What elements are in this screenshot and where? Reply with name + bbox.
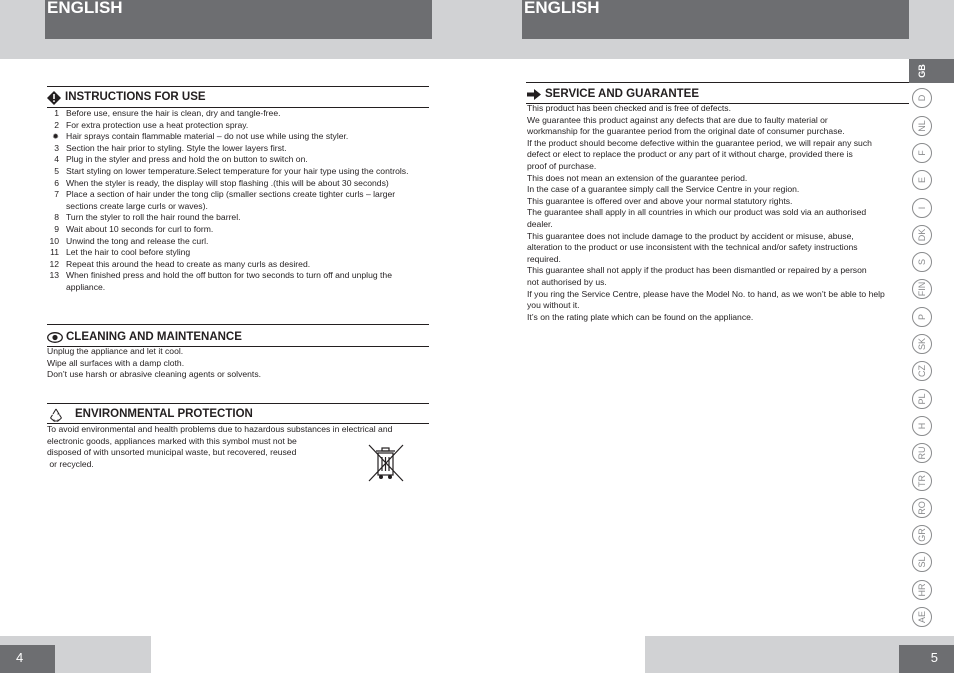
language-tab-label: F [917, 150, 927, 156]
instruction-text: When the styler is ready, the display will stop flashing .(this will be about 30 seconds) [66, 177, 389, 188]
instruction-text: When finished press and hold the off button for two seconds to turn off and unplug the appliance. [66, 270, 392, 292]
instruction-text: Start styling on lower temperature.Select temperature for your hair type using the controls. [66, 165, 409, 176]
service-line: This product has been checked and is free of defects. [527, 103, 731, 113]
instruction-text: Repeat this around the head to create as many curls as desired. [66, 258, 311, 269]
service-line: This guarantee is offered over and above your normal statutory rights. [527, 195, 793, 206]
service-top-rule [526, 82, 909, 83]
language-tab-label: I [917, 206, 927, 209]
language-tab-i[interactable] [912, 198, 932, 218]
service-line: The guarantee shall apply in all countries in which our product was sold via an authorised [527, 207, 867, 218]
left-page-header [45, 0, 432, 39]
instruction-text: Turn the styler to roll the hair round the barrel. [66, 212, 241, 223]
language-tab-label: NL [917, 119, 927, 132]
environment-line: or recycled. [47, 458, 94, 469]
instruction-number: 3 [54, 142, 59, 153]
language-tab-label: RU [917, 446, 927, 460]
instruction-item [47, 236, 429, 248]
instruction-item [47, 270, 429, 293]
arrow-right-icon [527, 89, 541, 100]
service-line: In the case of a guarantee simply call the Service Centre in your region. [527, 184, 800, 195]
eye-icon [47, 332, 63, 343]
language-tab-sk[interactable] [912, 334, 932, 354]
language-tab-dk[interactable] [912, 225, 932, 245]
cleaning-line: Wipe all surfaces with a damp cloth. [47, 357, 185, 368]
service-line: It’s on the rating plate which can be found on the appliance. [527, 311, 754, 322]
flame-warning-icon: ✹ [52, 132, 59, 142]
service-line: This guarantee shall not apply if the product has been dismantled or repaired by a person [527, 265, 867, 276]
language-tab-label: S [917, 259, 927, 266]
recycle-icon [49, 408, 63, 422]
service-line: not authorised by us. [527, 276, 607, 287]
instruction-item [47, 189, 429, 212]
language-tab-pl[interactable] [912, 389, 932, 409]
service-text [527, 103, 912, 323]
instructions-list [47, 108, 429, 294]
language-tab-f[interactable] [912, 143, 932, 163]
language-tab-ro[interactable] [912, 498, 932, 518]
instruction-text: Before use, ensure the hair is clean, dry and tangle-free. [66, 108, 281, 118]
instruction-number: 1 [54, 108, 59, 118]
language-tab-s[interactable] [912, 252, 932, 272]
service-line: dealer. [527, 218, 553, 229]
service-title: SERVICE AND GUARANTEE [545, 88, 699, 100]
language-tab-h[interactable] [912, 416, 932, 436]
language-tab-label: PL [917, 393, 927, 405]
instruction-number: 13 [49, 270, 59, 281]
instruction-text: For extra protection use a heat protection spray. [66, 119, 249, 130]
instruction-item [47, 212, 429, 224]
right-page-number: 5 [930, 650, 938, 665]
language-tab-label: GB [917, 64, 927, 78]
left-page-number-box [0, 645, 55, 673]
service-line: We guarantee this product against any defects that are due to faulty material or [527, 114, 828, 125]
instruction-text: Let the hair to cool before styling [66, 247, 191, 258]
instruction-item [47, 143, 429, 155]
service-line: If you ring the Service Centre, please have the Model No. to hand, as we won’t be able to help [527, 288, 885, 299]
instruction-number: 10 [49, 235, 59, 246]
right-page-header [522, 0, 909, 39]
instruction-text: Place a section of hair under the tong clip (smaller sections create tighter curls – larger sections create large curls or waves). [66, 189, 396, 211]
instruction-text: Unwind the tong and release the curl. [66, 235, 209, 246]
instruction-item [47, 224, 429, 236]
instruction-text: Hair sprays contain flammable material – do not use while using the styler. [66, 131, 349, 142]
language-tab-label: SL [917, 556, 927, 568]
service-line: This does not mean an extension of the guarantee period. [527, 172, 748, 183]
instruction-item [47, 247, 429, 259]
instruction-item [47, 154, 429, 166]
cleaning-title: CLEANING AND MAINTENANCE [66, 331, 242, 343]
left-page-number: 4 [16, 650, 24, 665]
environment-line: disposed of with unsorted municipal waste, but recovered, reused [47, 447, 297, 458]
environment-line: electronic goods, appliances marked with this symbol must not be [47, 435, 297, 446]
environment-title: ENVIRONMENTAL PROTECTION [75, 408, 253, 420]
instruction-number: 12 [49, 258, 59, 269]
language-tab-label: GR [917, 528, 927, 542]
service-line: workmanship for the guarantee period from the original date of consumer purchase. [527, 126, 845, 137]
language-tab-tr[interactable] [912, 471, 932, 491]
right-page-number-box [899, 645, 954, 673]
language-tab-label: RO [917, 501, 927, 515]
instruction-item [47, 259, 429, 271]
cleaning-line: Don’t use harsh or abrasive cleaning agents or solvents. [47, 369, 262, 380]
instruction-number: 9 [54, 223, 59, 234]
cleaning-line: Unplug the appliance and let it cool. [47, 346, 184, 356]
language-tab-ae[interactable] [912, 607, 932, 627]
instruction-item [47, 178, 429, 190]
instruction-number: 11 [50, 247, 59, 258]
environment-line: To avoid environmental and health problems due to hazardous substances in electrical and [47, 424, 393, 434]
service-line: If the product should become defective within the guarantee period, we will repair any such [527, 137, 872, 148]
language-tab-label: TR [917, 474, 927, 487]
language-tab-label: AE [917, 610, 927, 624]
right-header-title: ENGLISH [524, 0, 600, 17]
service-line: This guarantee does not include damage to the product by accident or misuse, abuse, [527, 230, 854, 241]
language-tab-hr[interactable] [912, 580, 932, 600]
language-tab-label: P [917, 313, 927, 320]
language-tab-label: E [917, 177, 927, 184]
language-tab-p[interactable] [912, 307, 932, 327]
instructions-top-rule [47, 86, 429, 87]
instruction-text: Plug in the styler and press and hold the on button to switch on. [66, 154, 308, 165]
instruction-item [47, 166, 429, 178]
instruction-number: 4 [54, 154, 59, 165]
instruction-item [47, 108, 429, 120]
language-tab-label: D [917, 95, 927, 102]
instruction-text: Wait about 10 seconds for curl to form. [66, 223, 214, 234]
environment-top-rule [47, 403, 429, 404]
language-tab-label: FIN [917, 282, 927, 297]
language-tab-label: CZ [917, 365, 927, 378]
left-header-title: ENGLISH [47, 0, 123, 17]
instructions-title: INSTRUCTIONS FOR USE [65, 91, 206, 103]
warning-diamond-icon [47, 91, 61, 105]
instruction-number: 7 [54, 189, 59, 200]
service-line: required. [527, 253, 561, 264]
service-line: alteration to the product or use inconsistent with the technical and/or safety instructions [527, 242, 858, 253]
instruction-number: 5 [54, 165, 59, 176]
language-tab-label: H [917, 422, 927, 430]
instruction-number: 8 [54, 212, 59, 223]
language-tab-gb[interactable] [912, 61, 932, 81]
service-line: you without it. [527, 300, 580, 311]
language-tab-gr[interactable] [912, 525, 932, 545]
instruction-number: 2 [54, 119, 59, 130]
service-line: proof of purchase. [527, 160, 597, 171]
crossed-bin-icon [368, 444, 404, 482]
instruction-item [47, 120, 429, 132]
instruction-text: Section the hair prior to styling. Style the lower layers first. [66, 142, 287, 153]
instruction-item [47, 131, 429, 143]
instruction-number: 6 [54, 177, 59, 188]
cleaning-text [47, 346, 429, 381]
language-tab-label: DK [917, 228, 927, 242]
language-tab-label: SK [917, 337, 927, 351]
cleaning-top-rule [47, 324, 429, 325]
language-tab-nl[interactable] [912, 116, 932, 136]
language-tab-label: HR [917, 583, 927, 597]
service-line: defect or elect to replace the product or any part of it without charge, provided there is [527, 149, 853, 160]
